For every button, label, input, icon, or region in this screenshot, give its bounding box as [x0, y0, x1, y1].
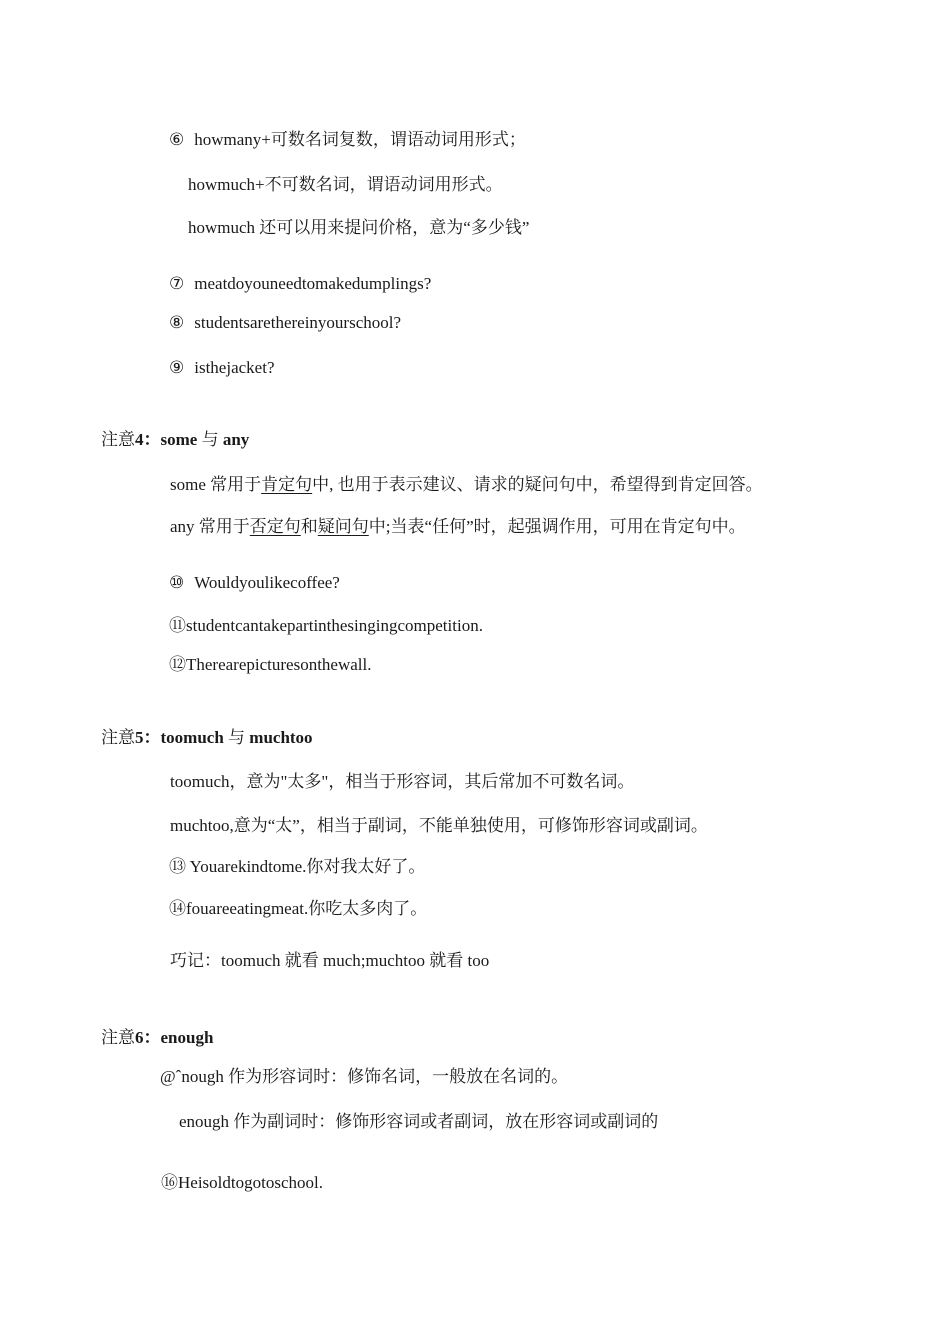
some-usage-underlined: 肯定句	[261, 475, 313, 494]
note-5-heading	[101, 727, 313, 749]
any-usage-underlined-2: 疑问句	[317, 517, 369, 536]
note-4-word-some: some	[160, 430, 198, 449]
enough-adverb-line: enough 作为副词时：修饰形容词或者副词，放在形容词或副词的	[179, 1112, 659, 1131]
item-9-text: isthejacket?	[194, 358, 275, 377]
note-4-conj: 与	[201, 430, 219, 449]
note-6-number: 6：	[135, 1028, 161, 1047]
item-8	[169, 312, 401, 334]
item-7	[169, 273, 431, 295]
note-4-number: 4：	[135, 430, 161, 449]
item-7-marker: ⑦	[169, 274, 185, 293]
note-6-heading	[101, 1027, 213, 1049]
note-5-word-toomuch: toomuch	[160, 728, 224, 747]
note-5-word-muchtoo: muchtoo	[249, 728, 313, 747]
item-9	[169, 357, 275, 379]
item-6-marker: ⑥	[169, 130, 185, 149]
any-usage-underlined-1: 否定句	[249, 517, 301, 536]
item-6	[169, 129, 526, 151]
note-4-word-any: any	[222, 430, 250, 449]
howmuch-price-line: howmuch 还可以用来提问价格，意为“多少钱”	[188, 218, 530, 237]
some-usage-a: some 常用于	[170, 475, 262, 494]
any-usage-mid: 和	[300, 517, 318, 536]
any-usage-line	[170, 516, 746, 538]
item-7-text: meatdoyouneedtomakedumplings?	[194, 274, 432, 293]
item-10-text: Wouldyoulikecoffee?	[194, 573, 340, 592]
enough-adjective-line: @ˆnough 作为形容词时：修饰名词，一般放在名词的。	[160, 1067, 569, 1086]
item-16: ⑯Heisoldtogotoschool.	[161, 1173, 323, 1192]
item-11: ⑪studentcantakepartinthesingingcompetition.	[169, 616, 483, 635]
note-4-heading	[101, 429, 249, 451]
memory-tip: 巧记：toomuch 就看 much;muchtoo 就看 too	[170, 951, 490, 970]
any-usage-b: 中;当表“任何”时，起强调作用，可用在肯定句中。	[368, 517, 746, 536]
note-5-prefix: 注意	[101, 728, 135, 747]
item-8-text: studentsarethereinyourschool?	[194, 313, 402, 332]
item-13: ⑬ Youarekindtome.你对我太好了。	[169, 857, 426, 876]
note-5-conj: 与	[228, 728, 246, 747]
item-12: ⑫Therearepicturesonthewall.	[169, 655, 372, 674]
some-usage-line	[170, 474, 763, 496]
note-5-number: 5：	[135, 728, 161, 747]
muchtoo-usage-line: muchtoo,意为“太”，相当于副词，不能单独使用，可修饰形容词或副词。	[170, 816, 708, 835]
item-8-marker: ⑧	[169, 313, 185, 332]
item-10-marker: ⑩	[169, 573, 185, 592]
item-14: ⑭fouareeatingmeat.你吃太多肉了。	[169, 899, 428, 918]
note-6-prefix: 注意	[101, 1028, 135, 1047]
note-6-word-enough: enough	[160, 1028, 214, 1047]
item-9-marker: ⑨	[169, 358, 185, 377]
note-4-prefix: 注意	[101, 430, 135, 449]
item-10	[169, 572, 340, 594]
toomuch-usage-line: toomuch，意为"太多"，相当于形容词，其后常加不可数名词。	[170, 772, 635, 791]
any-usage-a: any 常用于	[170, 517, 250, 536]
item-6-text: howmany+可数名词复数，谓语动词用形式；	[194, 130, 526, 149]
howmuch-rule-line: howmuch+不可数名词，谓语动词用形式。	[188, 175, 503, 194]
some-usage-b: 中, 也用于表示建议、请求的疑问句中，希望得到肯定回答。	[312, 475, 763, 494]
